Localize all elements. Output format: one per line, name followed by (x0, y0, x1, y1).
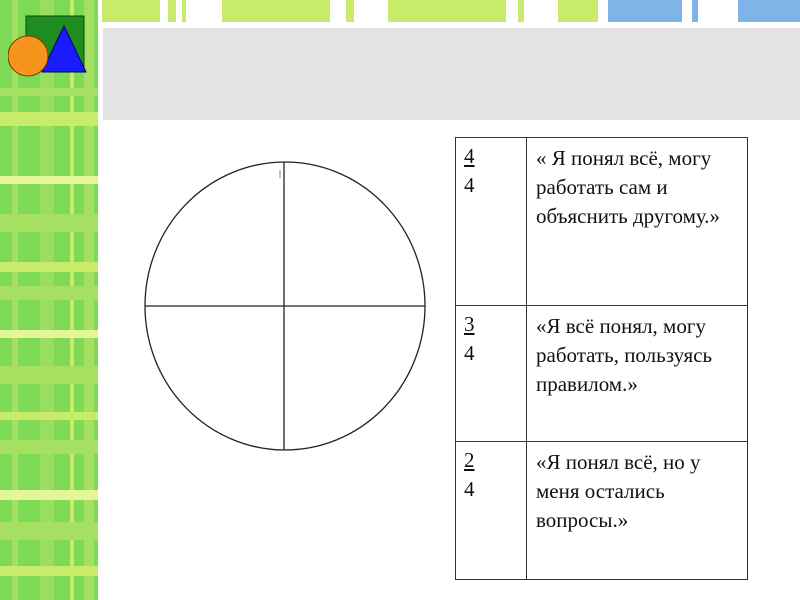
fraction-numerator: 2 (464, 448, 475, 472)
quarter-circle-diagram (140, 160, 430, 455)
title-area (103, 28, 800, 120)
fraction-cell (456, 306, 527, 442)
statement-text: «Я понял всё, но у меня остались вопросы.» (527, 442, 748, 580)
top-stripe-bar (98, 0, 800, 24)
self-assessment-table (455, 137, 748, 580)
fraction-denominator: 4 (464, 173, 475, 197)
fraction-cell (456, 138, 527, 306)
statement-text: « Я понял всё, могу работать сам и объяснить другому.» (527, 138, 748, 306)
statement-text: «Я всё понял, могу работать, пользуясь правилом.» (527, 306, 748, 442)
table-row (456, 138, 748, 306)
plaid-background (0, 0, 98, 600)
fraction-numerator: 3 (464, 312, 475, 336)
table-row (456, 442, 748, 580)
fraction-denominator: 4 (464, 341, 475, 365)
fraction-denominator: 4 (464, 477, 475, 501)
table-row (456, 306, 748, 442)
fraction-numerator: 4 (464, 144, 475, 168)
shapes-icon (8, 14, 88, 80)
fraction-cell (456, 442, 527, 580)
